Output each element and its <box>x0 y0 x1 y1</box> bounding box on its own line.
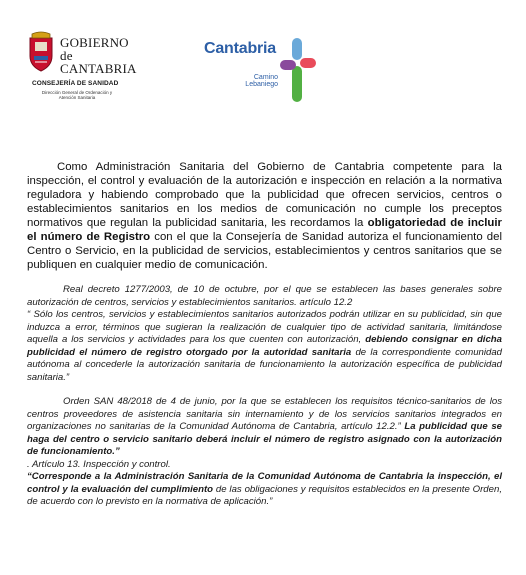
camino-cross-icon <box>280 38 316 102</box>
direccion-label: Dirección General de Ordenación y Atención Sanitaria <box>41 90 113 100</box>
paragraph-intro <box>27 160 502 272</box>
gob-line-2: de <box>60 48 73 63</box>
paragraph-real-decreto <box>27 284 502 384</box>
gobierno-wordmark <box>60 36 137 75</box>
real-decreto-bold: debiendo consignar en dicha publicidad el número de registro otorgado por la autoridad sanitaria <box>27 334 502 358</box>
gob-line-3: CANTABRIA <box>60 61 137 76</box>
camino-lebaniego-label <box>238 74 278 88</box>
letterhead <box>0 0 526 110</box>
gob-line-1: GOBIERNO <box>60 35 129 50</box>
orden-closing: de las obligaciones y requisitos establecidos en la presente Orden, de acuerdo con lo previsto en la normativa de aplicación.” <box>27 483 502 507</box>
real-decreto-quote-b: de la correspondiente comunidad autónoma al concederle la autorización sanitaria de funcionamiento la autorización específica de publicidad sanitaria.” <box>27 346 502 383</box>
intro-text-b: con el que la Consejería de Sanidad autoriza el funcionamiento del Centro o Servicio, en la publicidad de servicios, establecimientos y centros sanitarios que se publiquen en cualquier medio de comunicación. <box>27 231 502 271</box>
orden-bold-2: “Corresponde a la Administración Sanitaria de la Comunidad Autónoma de Cantabria la inspección, el control y la evaluación del cumplimiento <box>27 471 502 495</box>
consejeria-label: CONSEJERÍA DE SANIDAD <box>32 80 119 87</box>
cantabria-coat-of-arms-icon <box>26 30 56 72</box>
camino-word: Camino <box>253 74 278 81</box>
lebaniego-word: Lebaniego <box>245 81 278 88</box>
document-body <box>27 160 502 509</box>
intro-text-a: Como Administración Sanitaria del Gobierno de Cantabria competente para la inspección, el control y evaluación de la autorización e inspección en relación a la normativa reguladora y habiendo comprobado que la publicidad que ofrecen servicios, centros o establecimientos sanitarios en los medios de comunicación no cumple los preceptos normativos que regulan la publicidad sanitaria, les recordamos la <box>27 161 502 229</box>
cantabria-brand-word: Cantabria <box>204 40 276 57</box>
intro-bold: obligatoriedad de incluir el número de Registro <box>27 217 502 243</box>
paragraph-orden-san <box>27 396 502 509</box>
orden-citation: Orden SAN 48/2018 de 4 de junio, por la que se establecen los requisitos técnico-sanitarios de los centros proveedores de asistencia sanitaria sin internamiento y de los servicios sanitarios integrados en organizaciones no sanitarias de la Comunidad Autónoma de Cantabria, artículo 12.2.” <box>27 396 502 432</box>
real-decreto-quote-a: “ Sólo los centros, servicios y establecimientos sanitarios autorizados podrán utilizar en su publicidad, sin que induzca a error, términos que sugieran la realización de cualquier tipo de actividad sanitaria, limitándose aquella a los servicios y actividades para los que cuenten con autorización, <box>27 309 502 345</box>
orden-article-13: . Artículo 13. Inspección y control. <box>27 458 171 470</box>
real-decreto-citation: Real decreto 1277/2003, de 10 de octubre, por el que se establecen las bases generales sobre autorización de centros, servicios y establecimientos sanitarios. artículo 12.2 <box>27 284 502 308</box>
orden-bold: La publicidad que se haga del centro o servicio sanitario deberá incluir el número de registro asignado con la autorización de funcionamiento.” <box>27 421 503 457</box>
